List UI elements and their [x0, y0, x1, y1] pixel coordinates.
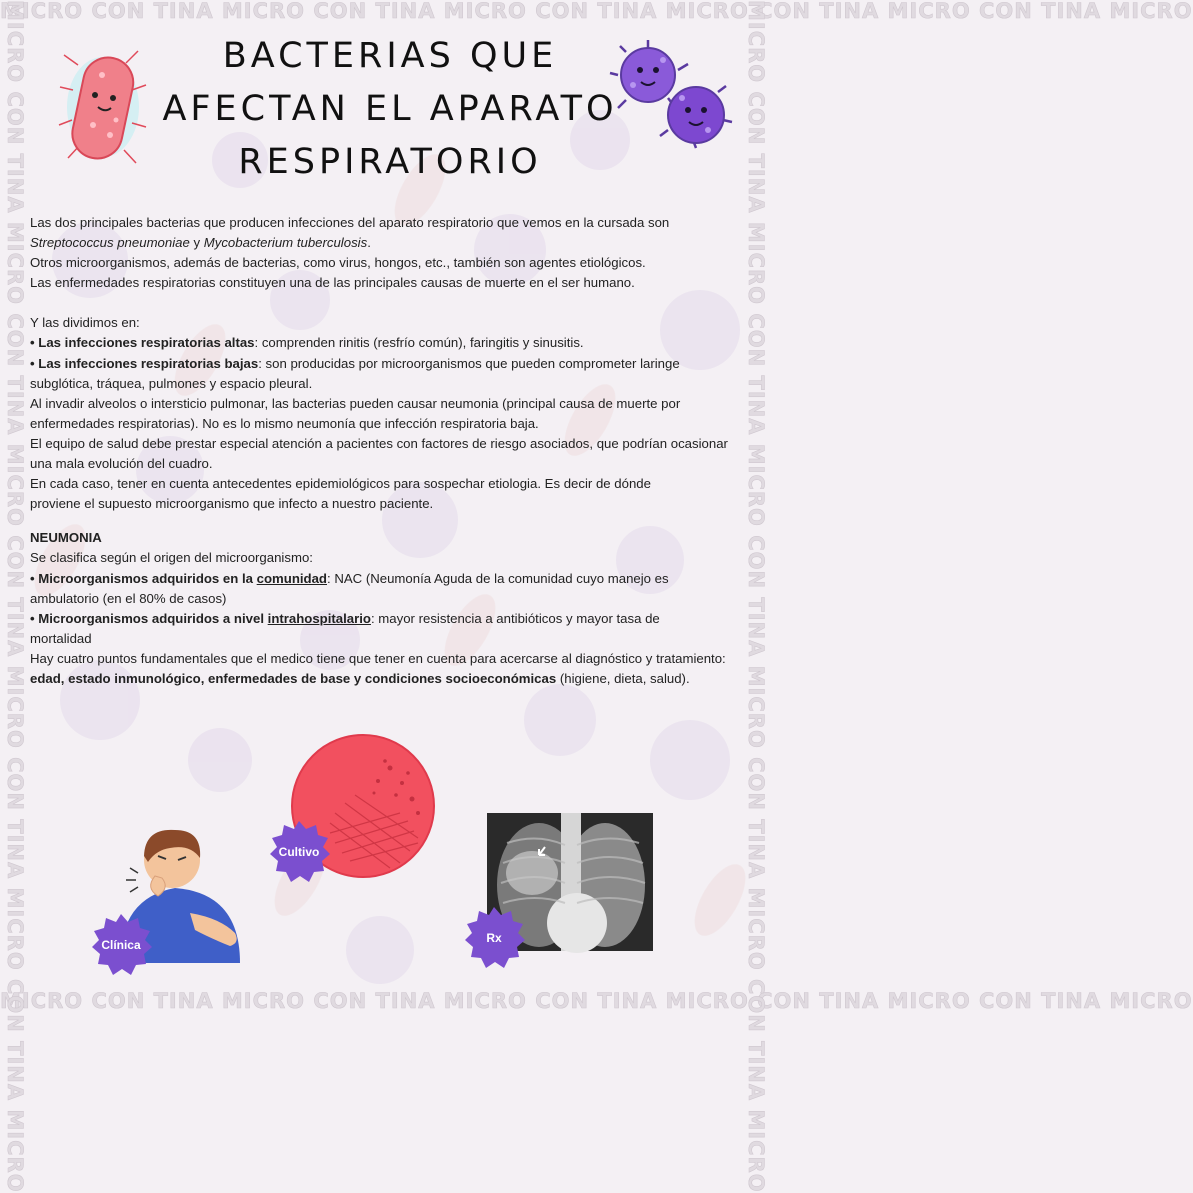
rx-badge [463, 907, 525, 969]
key-points-text: Hay cuatro puntos fundamentales que el medico tiene que tener en cuenta para acercarse al diagnóstico y tratamiento: [30, 650, 726, 666]
species-mycobacterium: Mycobacterium tuberculosis [203, 235, 368, 251]
alveolos-paragraph: Al invadir alveolos o intersticio pulmonar, las bacterias pueden causar neumonia (principal causa de muerte por enfermedades respiratorias). No es lo mismo neumonía que infección respiratoria baja. [30, 395, 681, 431]
community-keyword: comunidad [256, 570, 327, 586]
intro-paragraph [30, 213, 740, 253]
neumonia-heading [30, 528, 740, 548]
title-line-3: RESPIRATORIO [238, 142, 542, 182]
high-infections-item [30, 333, 740, 353]
key-points-bold: edad, estado inmunológico, enfermedades de base y condiciones socioeconómicas [30, 670, 557, 686]
hospital-keyword: intrahospitalario [267, 610, 371, 626]
division-lead: Y las dividimos en: [30, 315, 140, 331]
intro-end: . [367, 235, 371, 251]
low-infections-label: • Las infecciones respiratorias bajas [30, 355, 259, 371]
neumonia-lead: Se clasifica según el origen del microorganismo: [30, 550, 313, 566]
caso-paragraph: En cada caso, tener en cuenta antecedentes epidemiológicos para sospechar etiologia. Es decir de dónde proviene el supuesto microorganismo que infecto a nuestro paciente. [30, 476, 651, 512]
clinica-label: Clínica [101, 938, 141, 952]
high-infections-text: : comprenden rinitis (resfrío común), faringitis y sinusitis. [254, 335, 584, 351]
bacterium-icon [58, 45, 148, 170]
hospital-label: • Microorganismos adquiridos a nivel [30, 610, 268, 626]
clinica-badge [90, 914, 152, 976]
title-line-1: BACTERIAS QUE [222, 36, 558, 76]
intro-text: Las dos principales bacterias que producen infecciones del aparato respiratorio que vemos en la cursada son [30, 215, 670, 230]
community-label: • Microorganismos adquiridos en la [30, 570, 257, 586]
key-points-end: (higiene, dieta, salud). [556, 670, 690, 686]
watermark-left: MICRO CON TINA MICRO CON TINA MICRO CON TINA MICRO CON TINA MICRO CON TINA MICRO [3, 0, 27, 1193]
species-streptococcus: Streptococcus pneumoniae [30, 235, 190, 251]
watermark-bottom: MICRO CON TINA MICRO CON TINA MICRO CON TINA MICRO CON TINA MICRO CON TINA MICRO [0, 989, 1193, 1013]
watermark-top: MICRO CON TINA MICRO CON TINA MICRO CON TINA MICRO CON TINA MICRO CON TINA MICRO [0, 0, 1193, 23]
title-line-2: AFECTAN EL APARATO [162, 89, 618, 129]
hospital-text: : mayor resistencia a antibióticos y mayor tasa de mortalidad [30, 610, 660, 646]
high-infections-label: • Las infecciones respiratorias altas [30, 335, 255, 351]
low-infections-text: : son producidas por microorganismos que pueden comprometer laringe subglótica, tráquea, pulmones y espacio pleural. [30, 355, 680, 391]
community-text: : NAC (Neumonía Aguda de la comunidad cuyo manejo es ambulatorio (en el 80% de casos) [30, 570, 669, 606]
document-body [30, 213, 740, 689]
key-points-paragraph [30, 649, 740, 689]
hospital-item [30, 609, 700, 649]
page-title [140, 30, 640, 189]
intro-and: y [189, 235, 204, 251]
other-agents-paragraph: Otros microorganismos, además de bacterias, como virus, hongos, etc., también son agentes etiológicos. [30, 255, 646, 271]
neumonia-heading-text: NEUMONIA [30, 530, 102, 546]
low-infections-item [30, 354, 740, 394]
rx-label: Rx [486, 931, 502, 945]
equipo-paragraph: El equipo de salud debe prestar especial atención a pacientes con factores de riesgo asociados, que podrían ocasionar una mala evolución del cuadro. [30, 435, 728, 472]
mortality-paragraph: Las enfermedades respiratorias constituyen una de las principales causas de muerte en el ser humano. [30, 275, 635, 291]
community-item [30, 569, 740, 609]
watermark-right: MICRO CON TINA MICRO CON TINA MICRO CON TINA MICRO CON TINA MICRO CON TINA MICRO [744, 0, 768, 1193]
cultivo-label: Cultivo [278, 845, 320, 859]
cultivo-badge [268, 821, 330, 883]
